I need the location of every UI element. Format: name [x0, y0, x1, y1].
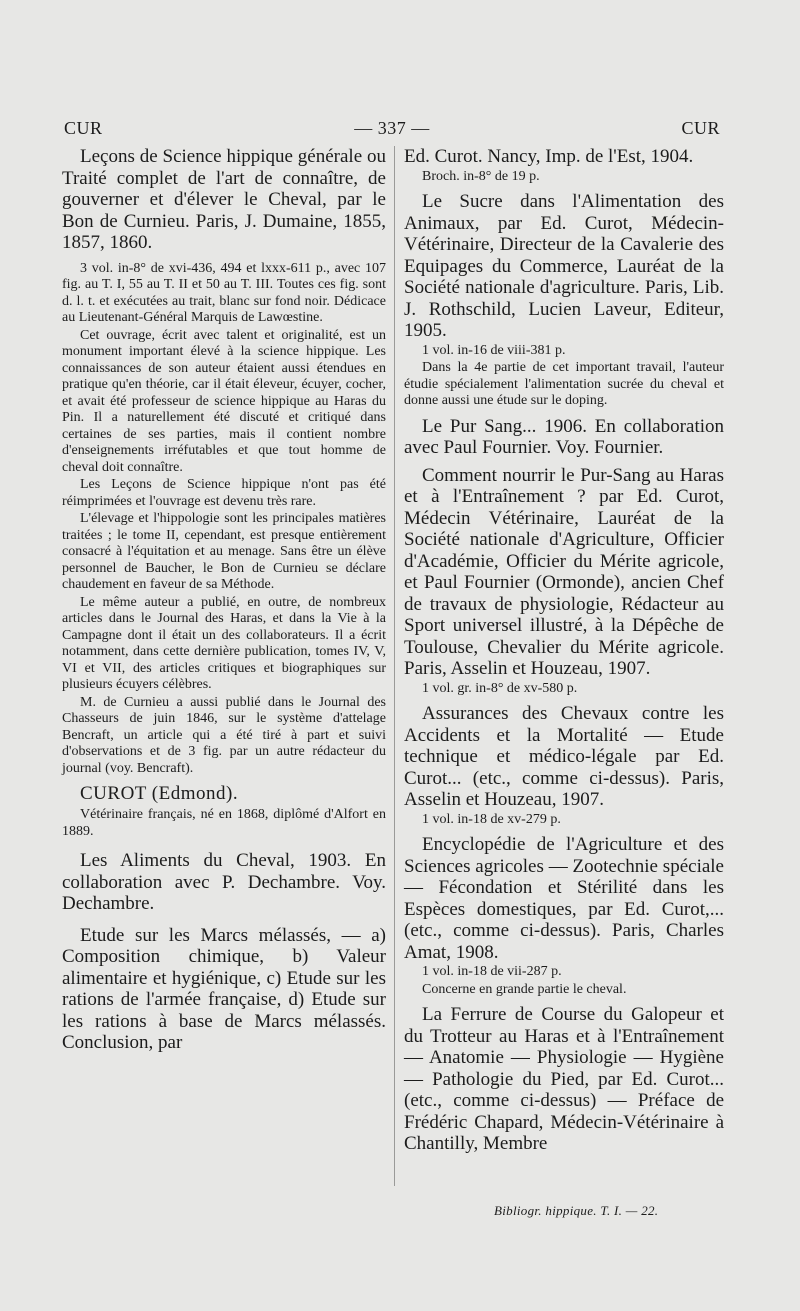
- entry-title: Etude sur les Marcs mélassés, — a) Composition chimique, b) Valeur alimentaire et hygiénique, c) Etude sur les rations de l'armée française, d) Etude sur les rations à base de Marcs mélassés. Conclusion, par: [62, 924, 386, 1053]
- entry-comment-nourrir: [404, 465, 724, 698]
- entry-description: 1 vol. in-18 de xv-279 p.: [422, 811, 561, 827]
- author-bio: Vétérinaire français, né en 1868, diplômé d'Alfort en 1889.: [62, 807, 386, 839]
- entry-title: Assurances des Chevaux contre les Accidents et la Mortalité — Etude technique et médico-légale par Ed. Curot... (etc., comme ci-dessus). Paris, Asselin et Houzeau, 1907.: [404, 703, 724, 810]
- column-divider: [394, 146, 395, 1186]
- entry-paragraph: Cet ouvrage, écrit avec talent et originalité, est un monument important élevé à la science hippique. Les connaissances de son auteur étaient aussi étendues en pratique qu'en théorie, car il était éleveur, écuyer, cocher, et avait été professeur de science hippique au Haras du Pin. Il a naturellement été discuté et critiqué dans certaines de ses parties, mais il contient nombre d'enseignements irréfutables et que tout homme de cheval doit connaître.: [62, 327, 386, 475]
- entry-ferrure: [404, 1004, 724, 1155]
- running-head-left: CUR: [64, 118, 103, 138]
- entry-title: Encyclopédie de l'Agriculture et des Sciences agricoles — Zootechnie spéciale — Fécondation et Stérilité dans les Espèces domestiques, par Ed. Curot,...(etc., comme ci-dessus). Paris, Charles Amat, 1908.: [404, 834, 724, 963]
- page-number: — 337 —: [354, 118, 430, 138]
- entry-pur-sang: [404, 416, 724, 459]
- entry-title: Le Sucre dans l'Alimentation des Animaux, par Ed. Curot, Médecin-Vétérinaire, Directeur de la Cavalerie des Equipages du Commerce, Lauréat de la Société nationale d'agriculture. Paris, Lib. J. Rothschild, Lucien Laveur, Editeur, 1905.: [404, 191, 724, 341]
- left-column: [62, 146, 386, 1054]
- entry-title: Leçons de Science hippique générale ou Traité complet de l'art de connaître, de gouverner et d'élever le Cheval, par le Bon de Curnieu. Paris, J. Dumaine, 1855, 1857, 1860.: [62, 146, 386, 253]
- entry-paragraph: Le même auteur a publié, en outre, de nombreux articles dans le Journal des Haras, et dans la Vie à la Campagne dont il était un des collaborateurs. Il a écrit notamment, dans cette dernière publication, tomes IV, V, VI et VII, des articles critiques et biographiques sur plusieurs écuyers célèbres.: [62, 594, 386, 692]
- running-head: [64, 118, 720, 144]
- entry-marcs: [62, 925, 386, 1054]
- entry-assurances: [404, 703, 724, 828]
- entry-note: Concerne en grande partie le cheval.: [422, 981, 627, 997]
- entry-paragraph: L'élevage et l'hippologie sont les principales matières traitées ; le tome II, cependant, est presque entièrement consacré à l'équitation et au menage. Sans être un élève personnel de Baucher, le Bon de Curnieu se déclare chaudement en faveur de sa Méthode.: [62, 511, 386, 592]
- entry-description: 1 vol. in-18 de vii-287 p.: [422, 964, 562, 979]
- entry-description: 1 vol. in-16 de viii-381 p.: [422, 342, 566, 358]
- running-head-right: CUR: [681, 118, 720, 138]
- entry-title: La Ferrure de Course du Galopeur et du Trotteur au Haras et à l'Entraînement — Anatomie — Physiologie — Hygiène — Pathologie du Pied, par Ed. Curot... (etc., comme ci-dessus) — Préface de Frédéric Chapard, Médecin-Vétérinaire à Chantilly, Membre: [404, 1004, 724, 1154]
- entry-description: 3 vol. in-8° de xvi-436, 494 et lxxx-611 p., avec 107 fig. au T. I, 55 au T. II et 50 au T. III. Toutes ces fig. sont d. l. t. et exécutées au trait, blanc sur fond noir. Dédicace au Lieutenant-Général Marquis de Lawœstine.: [62, 260, 386, 325]
- right-column: [404, 146, 724, 1155]
- entry-lecons: [62, 146, 386, 777]
- entry-description: Broch. in-8° de 19 p.: [422, 168, 540, 184]
- entry-marcs-continued: [404, 146, 724, 185]
- entry-aliments: [62, 850, 386, 915]
- entry-note: Dans la 4e partie de cet important travail, l'auteur étudie spécialement l'alimentation sucrée du cheval et donne aussi une étude sur le doping.: [404, 360, 724, 408]
- entry-title: Les Aliments du Cheval, 1903. En collaboration avec P. Dechambre. Voy. Dechambre.: [62, 850, 386, 914]
- signature-mark: Bibliogr. hippique. T. I. — 22.: [494, 1203, 659, 1218]
- entry-title: Comment nourrir le Pur-Sang au Haras et à l'Entraînement ? par Ed. Curot, Médecin Vétérinaire, Lauréat de la Société nationale d'Agriculture, Officier d'Académie, Officier du Mérite agricole, et Paul Fournier (Ormonde), ancien Chef de travaux de physiologie, Rédacteur au Sport universel illustré, à la Dépêche de Toulouse, Chevalier du Mérite agricole. Paris, Asselin et Houzeau, 1907.: [404, 464, 724, 679]
- entry-encyclopedie: [404, 834, 724, 998]
- entry-description: 1 vol. gr. in-8° de xv-580 p.: [422, 680, 578, 696]
- entry-paragraph: M. de Curnieu a aussi publié dans le Journal des Chasseurs de juin 1846, sur le système d'attelage Bencraft, un article qui a été tiré à part et suivi d'observations et de 3 fig. par un autre rédacteur du journal (voy. Bencraft).: [62, 694, 386, 776]
- entry-paragraph: Les Leçons de Science hippique n'ont pas été réimprimées et l'ouvrage est devenu très rare.: [62, 477, 386, 509]
- author-name: CUROT (Edmond).: [80, 783, 239, 804]
- author-heading: [62, 783, 386, 840]
- entry-title: Ed. Curot. Nancy, Imp. de l'Est, 1904.: [404, 146, 694, 167]
- entry-sucre: [404, 191, 724, 410]
- entry-title: Le Pur Sang... 1906. En collaboration avec Paul Fournier. Voy. Fournier.: [404, 415, 724, 458]
